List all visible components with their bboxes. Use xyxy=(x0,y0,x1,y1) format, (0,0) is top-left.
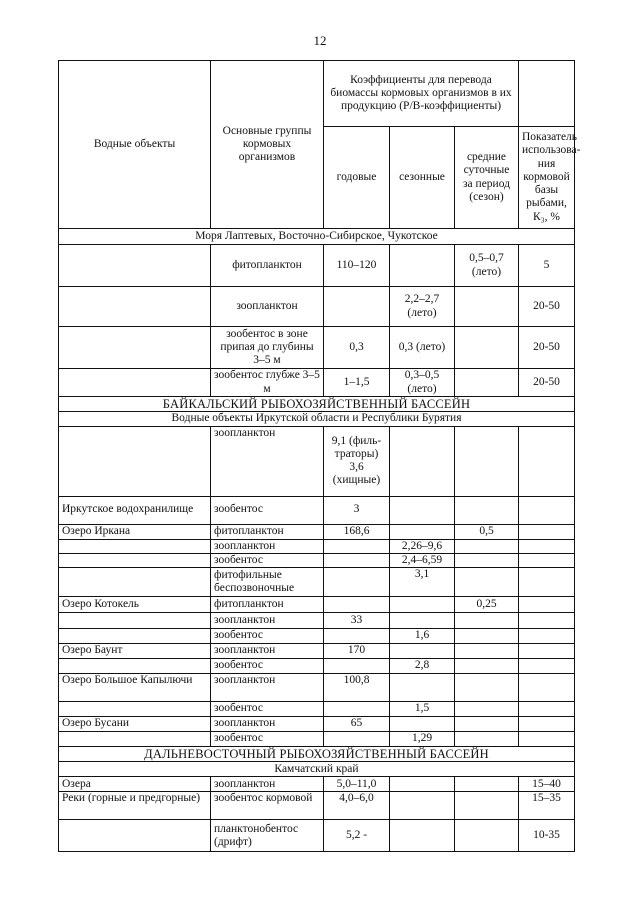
daily-value xyxy=(455,287,519,327)
annual-value: 100,8 xyxy=(324,674,390,702)
seasonal-value: 0,3 (лето) xyxy=(390,327,455,369)
header-blank xyxy=(519,61,575,127)
annual-value: 3 xyxy=(324,496,390,524)
feed-group: зообентос xyxy=(211,732,324,747)
table-row xyxy=(59,613,575,629)
feed-group: фитопланктон xyxy=(211,245,324,287)
table-row xyxy=(59,674,575,702)
seasonal-value xyxy=(390,597,455,613)
table-row xyxy=(59,553,575,567)
feed-group: планктонобентос (дрифт) xyxy=(211,820,324,852)
feed-group: фитопланктон xyxy=(211,597,324,613)
seasonal-value: 1,29 xyxy=(390,732,455,747)
table-row xyxy=(59,820,575,852)
feed-group: зоопланктон xyxy=(211,717,324,732)
feed-group: зоопланктон xyxy=(211,674,324,702)
annual-value: 168,6 xyxy=(324,524,390,539)
usage-index-value: 20-50 xyxy=(519,287,575,327)
water-object xyxy=(59,659,211,674)
feed-group: зоопланктон xyxy=(211,613,324,629)
daily-value xyxy=(455,369,519,397)
water-object: Озеро Котокель xyxy=(59,597,211,613)
header-water-objects: Водные объекты xyxy=(59,61,211,229)
table-row xyxy=(59,245,575,287)
header-row-1 xyxy=(59,61,575,127)
header-pb-coefficients: Коэффициенты для перевода биомассы кормовых организмов в их продукцию (Р/В-коэффициенты) xyxy=(324,61,519,127)
annual-value: 0,3 xyxy=(324,327,390,369)
water-object xyxy=(59,613,211,629)
daily-value xyxy=(455,644,519,659)
seasonal-value xyxy=(390,245,455,287)
annual-value xyxy=(324,702,390,717)
water-object xyxy=(59,553,211,567)
feed-group: зообентос xyxy=(211,659,324,674)
seasonal-value xyxy=(390,496,455,524)
seasonal-value: 2,26–9,6 xyxy=(390,539,455,553)
feed-group: зообентос xyxy=(211,553,324,567)
page-number: 12 xyxy=(313,33,327,48)
seasonal-value: 2,4–6,59 xyxy=(390,553,455,567)
table-row xyxy=(59,644,575,659)
feed-group: зообентос xyxy=(211,629,324,644)
water-object: Озеро Большое Капылючи xyxy=(59,674,211,702)
section-baikal-sub: Водные объекты Иркутской области и Республики Бурятия xyxy=(59,412,575,426)
annual-value: 1–1,5 xyxy=(324,369,390,397)
usage-index-value: 20-50 xyxy=(519,369,575,397)
table-row xyxy=(59,777,575,792)
daily-value xyxy=(455,539,519,553)
feed-group: зообентос в зоне припая до глубины 3–5 м xyxy=(211,327,324,369)
table-row xyxy=(59,717,575,732)
annual-value: 65 xyxy=(324,717,390,732)
table-row xyxy=(59,568,575,597)
seasonal-value: 1,5 xyxy=(390,702,455,717)
annual-value: 170 xyxy=(324,644,390,659)
usage-index-value: 10-35 xyxy=(519,820,575,852)
annual-value xyxy=(324,568,390,597)
daily-value xyxy=(455,659,519,674)
annual-value: 33 xyxy=(324,613,390,629)
section-kamchatka: Камчатский край xyxy=(59,762,575,777)
feed-group: зоопланктон xyxy=(211,644,324,659)
seasonal-value xyxy=(390,524,455,539)
annual-value xyxy=(324,539,390,553)
seasonal-value: 2,2–2,7 (лето) xyxy=(390,287,455,327)
feed-group: зоопланктон xyxy=(211,287,324,327)
feed-group: фитопланктон xyxy=(211,524,324,539)
usage-index-value: 15–35 xyxy=(519,792,575,820)
feed-group: зообентос кормовой xyxy=(211,792,324,820)
header-feed-groups: Основные группы кормовых организмов xyxy=(211,61,324,229)
table-row xyxy=(59,496,575,524)
data-table xyxy=(58,60,581,852)
feed-group: зоопланктон xyxy=(211,777,324,792)
water-object: Озеро Баунт xyxy=(59,644,211,659)
annual-value xyxy=(324,553,390,567)
table-row xyxy=(59,287,575,327)
daily-value xyxy=(455,717,519,732)
table-row xyxy=(59,792,575,820)
daily-value xyxy=(455,629,519,644)
usage-index-value: 15–40 xyxy=(519,777,575,792)
table-row xyxy=(59,702,575,717)
water-object xyxy=(59,568,211,597)
annual-value xyxy=(324,659,390,674)
daily-value: 0,25 xyxy=(455,597,519,613)
section-baikal-basin: БАЙКАЛЬСКИЙ РЫБОХОЗЯЙСТВЕННЫЙ БАССЕЙН xyxy=(59,397,575,412)
seasonal-value: 3,1 xyxy=(390,568,455,597)
table-row xyxy=(59,524,575,539)
water-object: Озеро Иркана xyxy=(59,524,211,539)
annual-value xyxy=(324,732,390,747)
water-object xyxy=(59,426,211,496)
section-arctic-seas: Моря Лаптевых, Восточно-Сибирское, Чукотское xyxy=(59,229,575,245)
table-row xyxy=(59,597,575,613)
daily-value xyxy=(455,568,519,597)
annual-value: 110–120 xyxy=(324,245,390,287)
seasonal-value: 0,3–0,5 (лето) xyxy=(390,369,455,397)
header-daily: средние суточные за период (сезон) xyxy=(455,127,519,229)
daily-value xyxy=(455,553,519,567)
annual-value xyxy=(324,629,390,644)
table-row xyxy=(59,369,575,397)
table-row xyxy=(59,629,575,644)
table-row xyxy=(59,539,575,553)
water-object: Озера xyxy=(59,777,211,792)
header-usage-index: Показатель использова-ния кормовой базы рыбами, К₃, % xyxy=(519,127,575,229)
table-row xyxy=(59,659,575,674)
seasonal-value: 2,8 xyxy=(390,659,455,674)
water-object xyxy=(59,732,211,747)
daily-value xyxy=(455,732,519,747)
seasonal-value xyxy=(390,644,455,659)
feed-group: фитофильные беспозвоночные xyxy=(211,568,324,597)
seasonal-value xyxy=(390,674,455,702)
feed-group: зоопланктон xyxy=(211,539,324,553)
daily-value xyxy=(455,426,519,496)
table-row xyxy=(59,732,575,747)
water-object: Реки (горные и предгорные) xyxy=(59,792,211,820)
annual-value: 5,0–11,0 xyxy=(324,777,390,792)
daily-value: 0,5 xyxy=(455,524,519,539)
feed-group: зоопланктон xyxy=(211,426,324,496)
water-object xyxy=(59,820,211,852)
water-object xyxy=(59,539,211,553)
annual-value xyxy=(324,597,390,613)
header-annual: годовые xyxy=(324,127,390,229)
annual-value: 4,0–6,0 xyxy=(324,792,390,820)
table-row xyxy=(59,327,575,369)
water-object xyxy=(59,702,211,717)
daily-value xyxy=(455,702,519,717)
annual-value: 5,2 - xyxy=(324,820,390,852)
usage-index-value: 20-50 xyxy=(519,327,575,369)
daily-value xyxy=(455,613,519,629)
daily-value: 0,5–0,7 (лето) xyxy=(455,245,519,287)
water-object xyxy=(59,629,211,644)
daily-value xyxy=(455,327,519,369)
feed-group: зообентос глубже 3–5 м xyxy=(211,369,324,397)
usage-index-value: 5 xyxy=(519,245,575,287)
section-far-east-basin: ДАЛЬНЕВОСТОЧНЫЙ РЫБОХОЗЯЙСТВЕННЫЙ БАССЕЙН xyxy=(59,747,575,762)
water-object: Иркутское водохранилище xyxy=(59,496,211,524)
daily-value xyxy=(455,674,519,702)
feed-group: зообентос xyxy=(211,496,324,524)
annual-value xyxy=(324,287,390,327)
seasonal-value xyxy=(390,426,455,496)
seasonal-value xyxy=(390,717,455,732)
annual-value: 9,1 (филь-траторы) 3,6 (хищные) xyxy=(324,426,390,496)
seasonal-value: 1,6 xyxy=(390,629,455,644)
seasonal-value xyxy=(390,613,455,629)
water-object: Озеро Бусани xyxy=(59,717,211,732)
feed-group: зообентос xyxy=(211,702,324,717)
daily-value xyxy=(455,496,519,524)
table-row xyxy=(59,426,575,496)
header-seasonal: сезонные xyxy=(390,127,455,229)
